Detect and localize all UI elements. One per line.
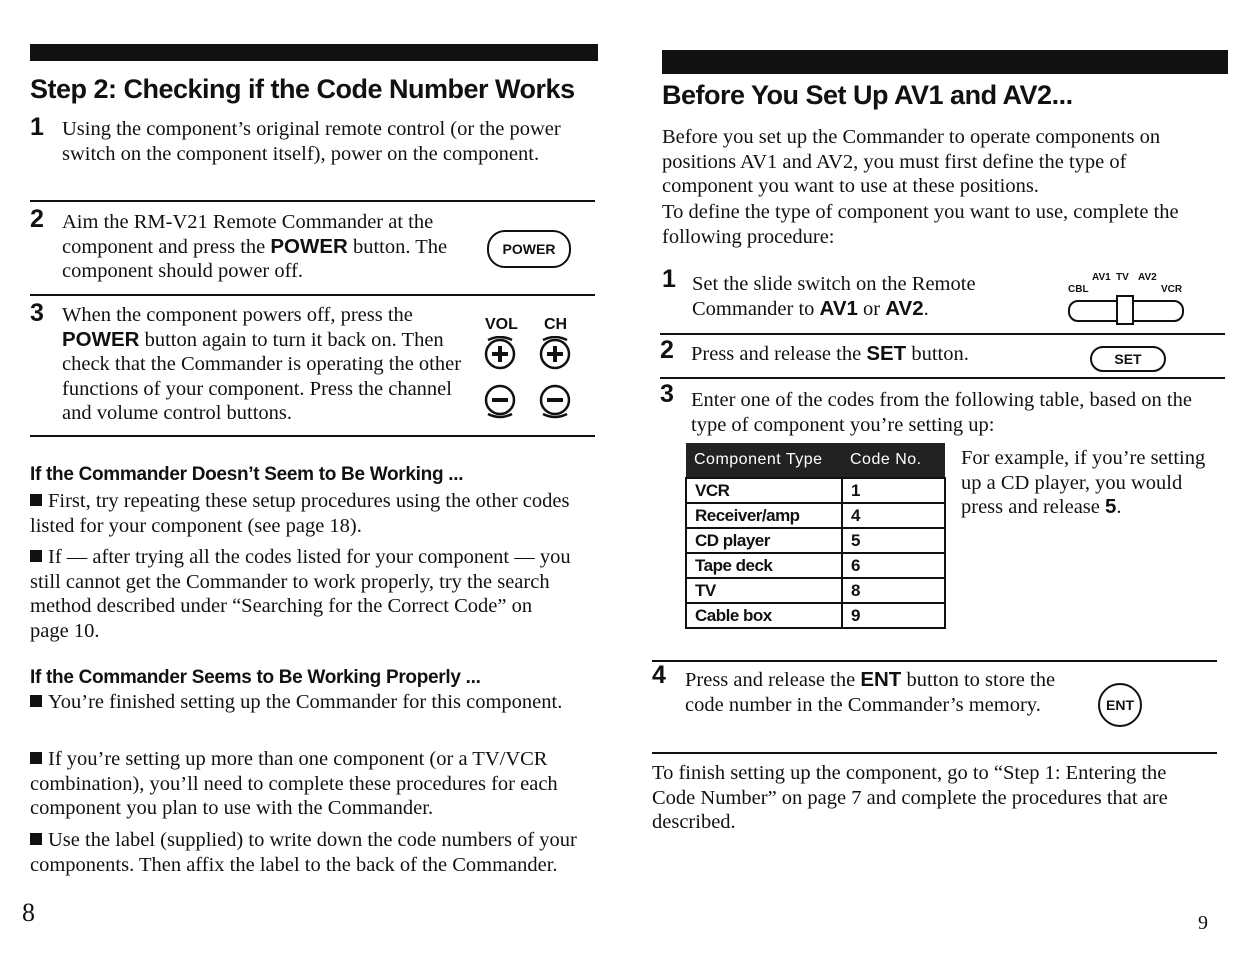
divider — [652, 660, 1217, 662]
step-2-text: Aim the RM-V21 Remote Commander at the component and press the POWER button. The component should power off. — [62, 211, 448, 282]
left-heading: Step 2: Checking if the Code Number Works — [30, 74, 575, 104]
table-row: Receiver/amp 4 — [686, 503, 945, 528]
bullet-square-icon — [30, 494, 42, 506]
divider — [652, 752, 1217, 754]
step-3-number: 3 — [30, 299, 44, 327]
table-row: Tape deck 6 — [686, 553, 945, 578]
divider — [30, 294, 595, 296]
table-row: VCR 1 — [686, 478, 945, 503]
table-row: Cable box 9 — [686, 603, 945, 628]
page-number-right: 9 — [1198, 912, 1208, 934]
sub1-bullet-2: If — after trying all the codes listed for your component — you still cannot get the Commander to work properly, try the search method described under “Searching for the Correct Code” on page 10. — [30, 546, 571, 642]
ch-label: CH — [544, 316, 568, 333]
av-step-2-number: 2 — [660, 336, 674, 364]
bullet-square-icon — [30, 833, 42, 845]
av-step-1-text: Set the slide switch on the Remote Commander to AV1 or AV2. — [692, 273, 976, 320]
example-text: For example, if you’re setting up a CD player, you would press and release 5. — [961, 447, 1206, 518]
av-step-4-text: Press and release the ENT button to store the code number in the Commander’s memory. — [685, 668, 1056, 716]
finish-text: To finish setting up the component, go to “Step 1: Entering the Code Number” on page 7 and complete the procedures that are described. — [652, 762, 1168, 833]
table-header: Code No. — [842, 443, 945, 478]
av-step-3-text: Enter one of the codes from the following table, based on the type of component you’re setting up: — [691, 389, 1192, 436]
step-2-number: 2 — [30, 205, 44, 233]
table-header-row — [686, 443, 945, 478]
step-3-text: When the component powers off, press the POWER button again to turn it back on. Then check that the Commander is operating the other functions of your component. Press the channel and volume control buttons. — [62, 304, 462, 424]
right-heading: Before You Set Up AV1 and AV2... — [662, 80, 1073, 110]
power-button-icon: POWER — [487, 230, 571, 268]
left-header-bar — [30, 44, 598, 61]
sub2-bullet-1: You’re finished setting up the Commander for this component. — [30, 690, 575, 715]
step-1-number: 1 — [30, 113, 44, 141]
sub1-bullet-1: First, try repeating these setup procedures using the other codes listed for your component (see page 18). — [30, 490, 570, 537]
page-number-left: 8 — [22, 898, 35, 927]
table-row: CD player 5 — [686, 528, 945, 553]
table-row: TV 8 — [686, 578, 945, 603]
bullet-square-icon — [30, 752, 42, 764]
sub2-heading: If the Commander Seems to Be Working Properly ... — [30, 667, 481, 688]
set-button-icon: SET — [1090, 346, 1166, 372]
vol-label: VOL — [485, 316, 518, 333]
vol-ch-buttons-icon — [478, 336, 578, 422]
code-table — [685, 443, 946, 629]
sub2-bullet-3: Use the label (supplied) to write down the code numbers of your components. Then affix the label to the back of the Commander. — [30, 829, 577, 876]
step-1-text: Using the component’s original remote control (or the power switch on the component itself), power on the component. — [62, 118, 561, 165]
bullet-square-icon — [30, 695, 42, 707]
sub1-heading: If the Commander Doesn’t Seem to Be Working ... — [30, 464, 464, 485]
av-step-4-number: 4 — [652, 661, 666, 689]
divider — [30, 435, 595, 437]
slide-switch-icon: AV1 TV AV2 CBL VCR — [1066, 272, 1186, 322]
bullet-square-icon — [30, 550, 42, 562]
divider — [660, 377, 1225, 379]
av-step-3-number: 3 — [660, 380, 674, 408]
av-step-1-number: 1 — [662, 265, 676, 293]
av-step-2-text: Press and release the SET button. — [691, 342, 969, 365]
divider — [660, 333, 1225, 335]
table-header: Component Type — [686, 443, 842, 478]
sub2-bullet-2: If you’re setting up more than one component (or a TV/VCR combination), you’ll need to complete these procedures for each component you plan to use with the Commander. — [30, 748, 558, 819]
right-intro-2: To define the type of component you want to use, complete the following procedure: — [662, 201, 1179, 248]
right-intro: Before you set up the Commander to operate components on positions AV1 and AV2, you must first define the type of component you want to use at these positions. — [662, 126, 1161, 197]
divider — [30, 200, 595, 202]
right-header-bar — [662, 50, 1228, 74]
ent-button-icon: ENT — [1098, 683, 1142, 727]
